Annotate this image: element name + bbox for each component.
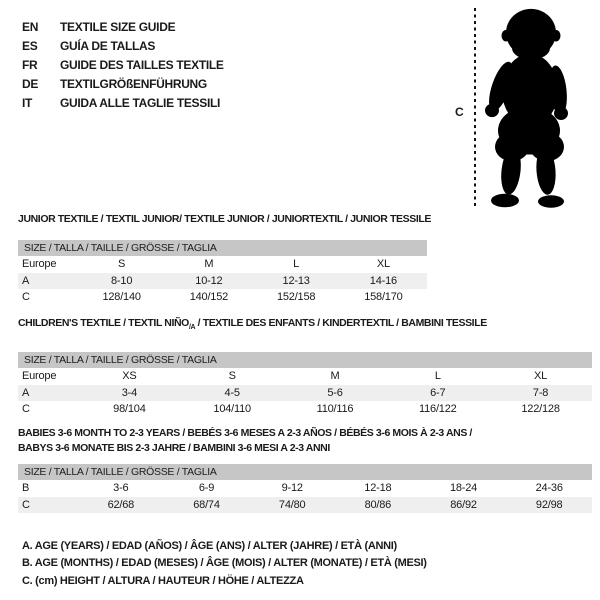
baby-silhouette-icon bbox=[479, 6, 579, 212]
age-cell: 18-24 bbox=[449, 482, 478, 494]
table-row bbox=[18, 401, 592, 418]
note-line-c: C. (cm) HEIGHT / ALTURA / HAUTEUR / HÖHE / ALTEZZA bbox=[22, 574, 304, 587]
figure-height-label: C bbox=[455, 105, 464, 119]
age-cell: 3-6 bbox=[113, 482, 129, 494]
legend-notes bbox=[22, 538, 427, 590]
table-row bbox=[18, 368, 592, 385]
table-row bbox=[18, 385, 592, 402]
row-label: A bbox=[22, 386, 30, 399]
height-cell: 86/92 bbox=[450, 498, 477, 511]
table-title: JUNIOR TEXTILE / TEXTIL JUNIOR/ TEXTILE JUNIOR / JUNIORTEXTIL / JUNIOR TESSILE bbox=[18, 213, 431, 225]
table-title-line2: BABYS 3-6 MONATE BIS 2-3 JAHRE / BAMBINI 3-6 MESI A 2-3 ANNI bbox=[18, 442, 330, 454]
row-label: Europe bbox=[22, 370, 57, 383]
row-label: A bbox=[22, 274, 30, 287]
lang-row-en bbox=[22, 18, 224, 37]
row-label: C bbox=[22, 498, 30, 511]
age-cell: 12-18 bbox=[364, 482, 392, 494]
size-header-bar: SIZE / TALLA / TAILLE / GRÖSSE / TAGLIA bbox=[18, 240, 427, 256]
height-cell: 116/122 bbox=[419, 403, 457, 416]
size-cell: XL bbox=[534, 370, 548, 383]
height-cell: 62/68 bbox=[107, 498, 135, 511]
age-cell: 12-13 bbox=[282, 274, 310, 287]
age-cell: 5-6 bbox=[327, 386, 343, 399]
age-cell: 8-10 bbox=[111, 274, 133, 287]
table-title-line1: BABIES 3-6 MONTH TO 2-3 YEARS / BEBÉS 3-6 MESES A 2-3 AÑOS / BÉBÉS 3-6 MOIS À 2-3 ANS / bbox=[18, 427, 472, 439]
lang-code: DE bbox=[22, 77, 39, 91]
row-label: C bbox=[22, 291, 30, 303]
row-label: Europe bbox=[22, 258, 57, 270]
size-cell: XS bbox=[122, 370, 137, 383]
age-cell: 4-5 bbox=[224, 386, 240, 399]
table-row bbox=[18, 256, 427, 273]
row-label: B bbox=[22, 482, 30, 494]
age-cell: 3-4 bbox=[121, 386, 138, 399]
height-cell: 152/158 bbox=[276, 291, 316, 303]
height-cell: 122/128 bbox=[521, 403, 560, 416]
age-cell: 6-7 bbox=[430, 386, 446, 399]
height-dashed-line bbox=[474, 8, 476, 208]
lang-title: GUIDA ALLE TAGLIE TESSILI bbox=[60, 96, 221, 110]
note-line-a: A. AGE (YEARS) / EDAD (AÑOS) / ÂGE (ANS) / ALTER (JAHRE) / ETÀ (ANNI) bbox=[22, 540, 397, 552]
junior-table-section bbox=[18, 212, 431, 306]
height-cell: 98/104 bbox=[113, 403, 146, 416]
children-table-section bbox=[18, 316, 592, 418]
table-row bbox=[18, 480, 592, 497]
height-cell: 68/74 bbox=[193, 498, 220, 511]
size-cell: M bbox=[330, 370, 340, 383]
size-cell: L bbox=[434, 370, 441, 383]
row-label: C bbox=[22, 403, 30, 416]
size-cell: S bbox=[118, 258, 126, 270]
size-header-bar: SIZE / TALLA / TAILLE / GRÖSSE / TAGLIA bbox=[18, 352, 592, 368]
age-cell: 24-36 bbox=[535, 482, 563, 494]
height-cell: 140/152 bbox=[189, 291, 229, 303]
table-row bbox=[18, 497, 592, 514]
height-cell: 128/140 bbox=[102, 291, 141, 303]
lang-row-fr bbox=[22, 56, 224, 75]
size-cell: L bbox=[293, 258, 300, 270]
height-cell: 74/80 bbox=[278, 498, 306, 511]
lang-title: GUÍA DE TALLAS bbox=[60, 39, 156, 53]
age-cell: 14-16 bbox=[369, 274, 397, 287]
note-line-b: B. AGE (MONTHS) / EDAD (MESES) / ÂGE (MOIS) / ALTER (MONATE) / ETÀ (MESI) bbox=[22, 557, 427, 570]
height-cell: 158/170 bbox=[364, 291, 403, 303]
size-cell: XL bbox=[376, 258, 390, 270]
lang-code: EN bbox=[22, 20, 39, 34]
table-row bbox=[18, 289, 427, 306]
table-title: CHILDREN'S TEXTILE / TEXTIL $NIÑO_{/A}$ / TEXTILE DES ENFANTS / KINDERTEXTIL / BAMBINI TESSILE bbox=[18, 317, 487, 332]
height-cell: 92/98 bbox=[535, 498, 563, 511]
age-cell: 9-12 bbox=[281, 482, 303, 494]
table-row bbox=[18, 273, 427, 290]
babies-table-section bbox=[18, 426, 592, 513]
age-cell: 10-12 bbox=[195, 274, 223, 287]
height-cell: 110/116 bbox=[316, 403, 354, 416]
lang-code: FR bbox=[22, 58, 38, 72]
lang-code: IT bbox=[22, 96, 33, 110]
language-header bbox=[22, 18, 224, 113]
lang-row-de bbox=[22, 75, 224, 94]
age-cell: 6-9 bbox=[198, 482, 215, 494]
lang-title: TEXTILE SIZE GUIDE bbox=[60, 20, 176, 34]
height-cell: 80/86 bbox=[364, 498, 392, 511]
lang-title: GUIDE DES TAILLES TEXTILE bbox=[60, 58, 224, 72]
size-cell: M bbox=[204, 258, 214, 270]
size-header-bar: SIZE / TALLA / TAILLE / GRÖSSE / TAGLIA bbox=[18, 464, 592, 480]
age-cell: 7-8 bbox=[532, 386, 549, 399]
lang-row-it bbox=[22, 94, 224, 113]
height-cell: 104/110 bbox=[213, 403, 251, 416]
lang-title: TEXTILGRÖßENFÜHRUNG bbox=[60, 77, 207, 91]
size-cell: S bbox=[228, 370, 236, 383]
lang-code: ES bbox=[22, 39, 38, 53]
lang-row-es bbox=[22, 37, 224, 56]
